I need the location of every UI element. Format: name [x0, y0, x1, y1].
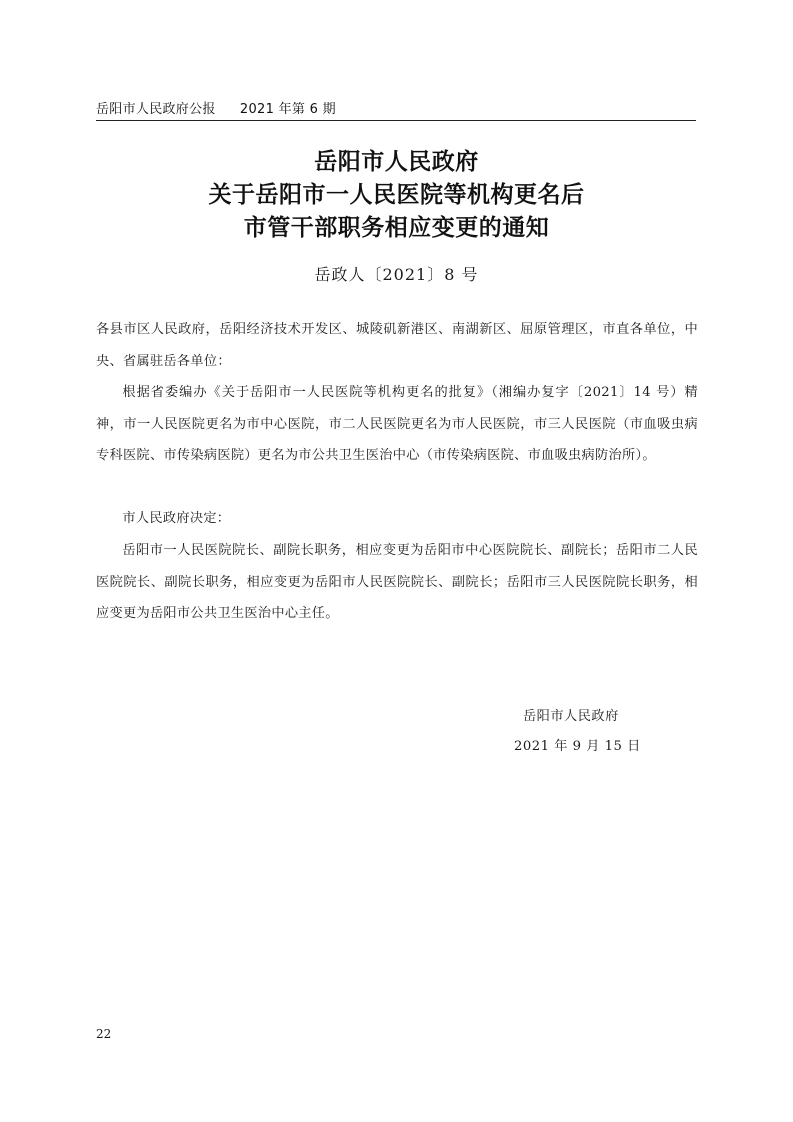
- title-line-2: 关于岳阳市一人民医院等机构更名后: [208, 182, 585, 208]
- paragraph-decision: 岳阳市一人民医院院长、副院长职务，相应变更为岳阳市中心医院院长、副院长；岳阳市二人民医院院长、副院长职务，相应变更为岳阳市人民医院院长、副院长；岳阳市三人民医院院长职务，相应变更为岳阳市公共卫生医治中心主任。: [96, 543, 698, 621]
- page-number: 22: [96, 1027, 112, 1041]
- title-line-1: 岳阳市人民政府: [314, 149, 479, 175]
- page-header: [96, 98, 696, 121]
- document-number: 岳政人〔2021〕8 号: [314, 265, 479, 284]
- publication-name: 岳阳市人民政府公报: [96, 102, 216, 117]
- title-line-3: 市管干部职务相应变更的通知: [243, 215, 550, 241]
- paragraph-decision-intro: 市人民政府决定：: [122, 511, 231, 526]
- signature-date: 2021 年 9 月 15 日: [514, 739, 641, 754]
- document-title: [0, 146, 793, 245]
- paragraph-basis: 根据省委编办《关于岳阳市一人民医院等机构更名的批复》（湘编办复字〔2021〕14 号）精神，市一人民医院更名为市中心医院，市二人民医院更名为市人民医院，市三人民医院（市血吸虫病专科医院、市传染病医院）更名为市公共卫生医治中心（市传染病医院、市血吸虫病防治所）。: [96, 385, 698, 463]
- signature-issuer: 岳阳市人民政府: [523, 709, 619, 724]
- addressee: 各县市区人民政府，岳阳经济技术开发区、城陵矶新港区、南湖新区、屈原管理区，市直各单位，中央、省属驻岳各单位：: [96, 322, 698, 369]
- issue-number: 2021 年第 6 期: [239, 102, 336, 117]
